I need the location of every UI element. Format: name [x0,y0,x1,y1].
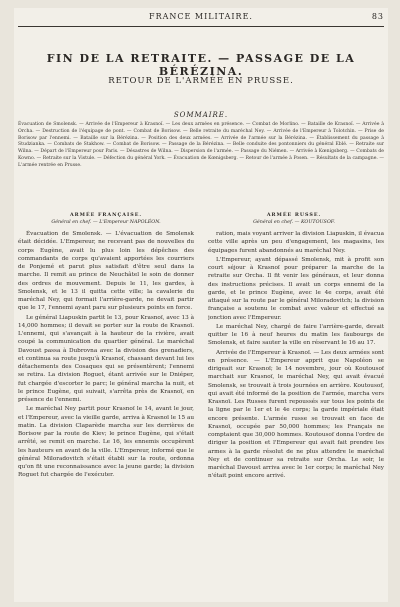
summary-heading: SOMMAIRE. [173,111,229,119]
body-paragraph: Le général Liapuskin partit le 13, pour Krasnoï, avec 13 à 14,000 hommes; il devait se porter sur la route de Krasnoï. L'ennemi, qui s'avançait à la hauteur de la rivière, avait coupé la communication du quartier général. Le maréchal Davoust passa à Dubrovna avec la division des grenadiers, et continua sa route jusqu'à Krasnoï, chassant devant lui les détachements des Cosaques qui se présentèrent; l'ennemi se retira. La division Roguet, étant arrivée sur le Dniéper, fut chargée d'escorter le parc; le général marcha la nuit, et le prince Eugène, qui suivait, s'arrêta près de Krasnoï, en présence de l'ennemi. [18,314,194,403]
body-paragraph: Le maréchal Ney partit pour Krasnoï le 14, avant le jour, et l'Empereur, avec la vieille garde, arriva à Krasnoï le 15 au matin. La division Claparède marcha sur les derrières de Borisow par la route de Kiev; le prince Eugène, qui s'était arrêté, se remit en marche. Le 16, les ennemis occupèrent les hauteurs en avant de la ville. L'Empereur, informé que le général Miloradovitch s'était établi sur la route, ordonna qu'on fit une reconnaissance avec la jeune garde; la division Roguet fut chargée de l'exécuter. [18,406,194,479]
book-page [14,8,388,602]
french-army-title: ARMÉE FRANÇAISE. [69,212,143,218]
russian-army-title: ARMÉE RUSSE. [266,212,322,218]
russian-army-commander: Général en chef. — KOUTOUSOF. [253,220,335,225]
running-head [18,12,384,24]
body-paragraph: Arrivée de l'Empereur à Krasnoï. — Les deux armées sont en présence. — L'Empereur apprit que Napoléon se dirigeait sur Krasnoï; le 14 novembre, jour où Koutousof marchait sur Krasnoï, le maréchal Ney, qui avait évacué Smolensk, se trouvait à trois journées en arrière. Koutousof, qui avait été informé de la position de l'armée, marcha vers Krasnoï. Les Russes furent repoussés sur tous les points de la ligne par le 1er et le 4e corps; la garde impériale était encore présente. L'armée russe se trouvait en face de Krasnoï, occupée par 50,000 hommes; les Français ne comptaient que 30,000 hommes. Koutousof donna l'ordre de diriger la position et l'Empereur qui avait fait prendre les armes à la garde résolut de ne plus attendre le maréchal Ney et de continuer sa retraite sur Orcha. Le soir, le maréchal Davoust arriva avec le 1er corps; le maréchal Ney n'était point encore arrivé. [208,349,384,480]
french-army-block [18,212,194,226]
chapter-title: FIN DE LA RETRAITE. — PASSAGE DE LA BÉRÉZINA. [46,52,356,78]
chapter-subtitle: RETOUR DE L'ARMÉE EN PRUSSE. [108,76,294,86]
header-rule [18,26,384,27]
russian-army-block [206,212,382,226]
body-paragraph: L'Empereur, ayant dépassé Smolensk, mit à profit son court séjour à Krasnoï pour préparer la marche de la retraite sur Orcha. Il fit venir les généraux, et leur donna des instructions précises. Il avait un corps ennemi de la garde, et le prince Eugène, avec le 4e corps, avait été attaqué sur la route par le général Miloradovitch; la division française a soutenu le combat avec valeur et effectué sa jonction avec l'Empereur. [208,256,384,321]
page-number: 83 [371,12,384,21]
body-paragraph: Évacuation de Smolensk. — L'évacuation de Smolensk était décidée. L'Empereur, ne recevant pas de nouvelles du corps Eugène, avait lu plus loin les dépêches des commandants de corps qu'avaient apportées les courriers de Ponjemé et parut plus satisfait d'être seul dans la marche. Il remit au prince de Neuchâtel le soin de donner des ordres de mouvement. Depuis le 11, les gardes, à Smolensk, et le 13 il quitta cette ville; la cavalerie du maréchal Ney, qui formait l'arrière-garde, ne devait partir que le 17, l'ennemi ayant paru sur plusieurs points en force. [18,231,194,312]
summary-text: Évacuation de Smolensk. — Arrivée de l'Empereur à Krasnoï. — Les deux armées en présence. — Combat de Morlino. — Bataille de Krasnoï. — Arrivée à Orcha. — Destruction de l'équipage de pont. — Combat de Borisow. — Belle retraite du maréchal Ney. — Arrivée de l'Empereur à Tolotchin. — Prise de Borisow par l'ennemi. — Bataille sur la Bérézina. — Position des deux armées. — Arrivée de l'armée sur la Bérézina. — Établissement du passage à Studzianka. — Combats de Stakhow. — Combat de Borisow. — Passage de la Bérézina. — Belle conduite des pontonniers du général Eblé. — Retraite sur Wilna. — Départ de l'Empereur pour Paris. — Désastres de Wilna. — Dispersion de l'armée. — Passage du Niémen. — Arrivée à Kœnigsberg. — Combats de Kowno. — Retraite sur la Vistule. — Défection du général York. — Évacuation de Kœnigsberg. — Retour de l'armée à Posen. — Résultats de la campagne. — L'armée rentrée en Prusse. [18,122,384,168]
french-army-commander: Général en chef. — L'Empereur NAPOLÉON. [51,220,161,225]
right-column [208,230,384,600]
left-column [18,230,194,600]
running-head-title: FRANCE MILITAIRE. [149,12,253,21]
body-paragraph: Le maréchal Ney, chargé de faire l'arrière-garde, devait quitter le 16 à neuf heures du matin les faubourgs de Smolensk, et faire sauter la ville en réservant le 16 au 17. [208,323,384,347]
body-paragraph: ration, mais voyant arriver la division Liapuskin, il évacua cette ville après un peu d'engagement, les magasins, les équipages furent abandonnés au maréchal Ney. [208,231,384,254]
